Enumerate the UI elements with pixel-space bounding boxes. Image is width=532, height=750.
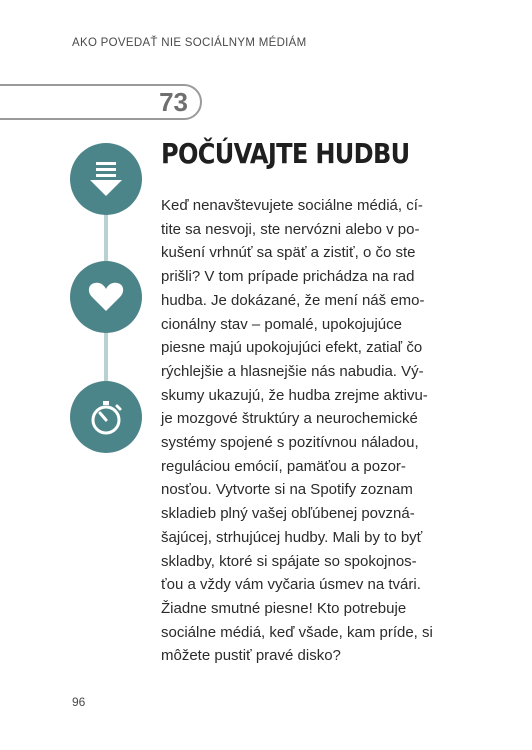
heart-icon-glyph bbox=[86, 277, 126, 317]
stopwatch-icon-glyph bbox=[86, 397, 126, 437]
icon-rail bbox=[70, 143, 142, 453]
stopwatch-icon bbox=[70, 381, 142, 453]
chapter-number-tab bbox=[0, 84, 202, 120]
download-icon-glyph bbox=[86, 159, 126, 199]
chapter-title: POČÚVAJTE HUDBU bbox=[161, 137, 410, 170]
chapter-number: 73 bbox=[159, 87, 188, 117]
heart-icon bbox=[70, 261, 142, 333]
page-number: 96 bbox=[72, 695, 86, 709]
body-text: Keď nenavštevujete sociálne médiá, cí- tite sa nesvoji, ste nervózni alebo v po- kušení vrhnúť sa späť a zistiť, o čo ste prišli? V tom prípade prichádza na rad hudba. Je dokázané, že mení náš emo- cionálny stav – pomalé, upokojujúce piesne majú upokojujúci efekt, zatiaľ čo rýchlejšie a hlasnejšie nás nabudia. Vý- skumy ukazujú, že hudba zrejme aktivu- je mozgové štruktúry a neurochemické systémy spojené s pozitívnou náladou, reguláciou emócií, pamäťou a pozor- nosťou. Vytvorte si na Spotify zoznam skladieb plný vašej obľúbenej povzná- šajúcej, strhujúcej hudby. Mali by to byť skladby, ktoré si spájate so spokojnos- ťou a vždy vám vyčaria úsmev na tvári. Žiadne smutné piesne! Kto potrebuje sociálne médiá, keď všade, kam príde, si môžete pustiť pravé disko? bbox=[161, 197, 433, 665]
running-header: AKO POVEDAŤ NIE SOCIÁLNYM MÉDIÁM bbox=[72, 37, 307, 49]
download-icon bbox=[70, 143, 142, 215]
